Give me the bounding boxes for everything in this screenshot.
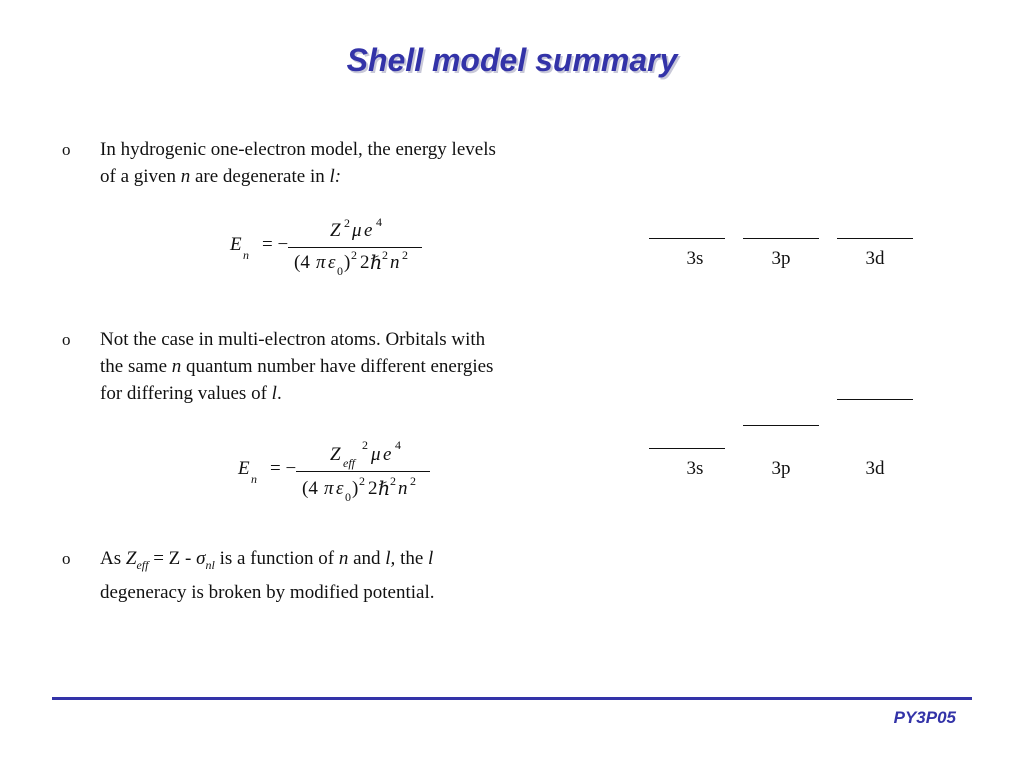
level-3s-split	[649, 448, 725, 449]
formula-E: E	[238, 458, 250, 479]
formula-E: E	[230, 234, 242, 255]
label-3s: 3s	[686, 458, 704, 479]
paren-exp: 2	[359, 474, 365, 488]
denominator-pi: π	[316, 252, 326, 273]
denominator-close: )	[352, 478, 359, 499]
numerator-Z-eff: eff	[343, 456, 355, 470]
label-3d: 3d	[865, 248, 885, 269]
label-3p: 3p	[771, 458, 791, 479]
formula-n-sub: n	[251, 472, 257, 486]
bullet-marker: o	[62, 330, 71, 349]
label-3d: 3d	[865, 458, 885, 479]
level-3d-degenerate	[837, 238, 913, 239]
numerator-mu: μ	[352, 220, 362, 241]
text-span: and	[348, 548, 386, 569]
l-var: l,	[385, 548, 396, 569]
energy-formula-hydrogenic	[230, 214, 430, 284]
text-span: As	[100, 548, 126, 569]
level-3p-split	[743, 425, 819, 426]
course-code: PY3P05	[893, 708, 956, 727]
denominator-close: )	[344, 252, 351, 273]
denominator-epsilon: ε	[328, 252, 336, 273]
n-var: n	[180, 166, 191, 187]
bullet-1-text	[100, 136, 590, 190]
bullet-2-text	[100, 326, 590, 407]
denominator-epsilon: ε	[336, 478, 344, 499]
slide-title: Shell model summary	[346, 42, 678, 78]
l-var: l	[271, 383, 277, 404]
numerator-mu: μ	[371, 444, 381, 465]
text-span: are degenerate in	[190, 166, 330, 187]
numerator-e: e	[364, 220, 373, 241]
label-3p: 3p	[771, 248, 791, 269]
denominator-hbar: ℏ	[370, 253, 383, 274]
numerator-Z: Z	[330, 444, 341, 465]
n-var: n	[171, 356, 182, 377]
numerator-e-exp: 4	[376, 215, 382, 229]
formula-n-sub: n	[243, 248, 249, 262]
epsilon-sub: 0	[345, 490, 351, 504]
numerator-e-exp: 4	[395, 438, 401, 452]
level-3s-degenerate	[649, 238, 725, 239]
text-span: the same	[100, 356, 172, 377]
denominator-hbar: ℏ	[378, 479, 391, 500]
numerator-Z-exp: 2	[362, 438, 368, 452]
bullet-3-text	[100, 545, 590, 606]
denominator-two: 2	[360, 252, 370, 273]
n-exp: 2	[410, 474, 416, 488]
hbar-exp: 2	[390, 474, 396, 488]
n-var: n	[338, 548, 349, 569]
epsilon-sub: 0	[337, 264, 343, 278]
label-3s: 3s	[686, 248, 704, 269]
l-var: l:	[329, 166, 342, 187]
bullet-2-line-3	[100, 380, 590, 407]
bullet-2-line-1: Not the case in multi-electron atoms. Orbitals with	[100, 329, 486, 350]
l-var: l	[428, 548, 434, 569]
denominator-open: (4	[302, 478, 318, 499]
denominator-n: n	[398, 478, 408, 499]
text-span: = Z -	[148, 548, 197, 569]
numerator-Z-exp: 2	[344, 216, 350, 230]
hbar-exp: 2	[382, 248, 388, 262]
footer-divider	[52, 697, 972, 700]
numerator-Z: Z	[330, 220, 341, 241]
bullet-1-line-1: In hydrogenic one-electron model, the energy levels	[100, 139, 496, 160]
paren-exp: 2	[351, 248, 357, 262]
bullet-2-line-2	[100, 353, 590, 380]
text-span: for differing values of	[100, 383, 272, 404]
denominator-two: 2	[368, 478, 378, 499]
z-var: Z	[125, 548, 137, 569]
text-span: .	[276, 383, 282, 404]
n-exp: 2	[402, 248, 408, 262]
denominator-pi: π	[324, 478, 334, 499]
bullet-3-line-1	[100, 545, 590, 579]
energy-formula-effective	[238, 438, 438, 508]
nl-sub: nl	[205, 557, 215, 572]
bullet-3-line-2: degeneracy is broken by modified potential.	[100, 581, 435, 603]
numerator-e: e	[383, 444, 392, 465]
sigma-var: σ	[196, 548, 206, 569]
text-span: of a given	[100, 166, 181, 187]
text-span: is a function of	[214, 548, 339, 569]
formula-equals: = −	[262, 234, 289, 255]
fraction-bar	[296, 471, 430, 472]
level-3p-degenerate	[743, 238, 819, 239]
eff-sub: eff	[136, 557, 149, 572]
denominator-n: n	[390, 252, 400, 273]
bullet-marker: o	[62, 140, 71, 159]
bullet-marker: o	[62, 549, 71, 568]
text-span: quantum number have different energies	[181, 356, 494, 377]
bullet-1-line-2	[100, 163, 590, 190]
denominator-open: (4	[294, 252, 310, 273]
text-span: the	[395, 548, 429, 569]
level-3d-split	[837, 399, 913, 400]
formula-equals: = −	[270, 458, 297, 479]
